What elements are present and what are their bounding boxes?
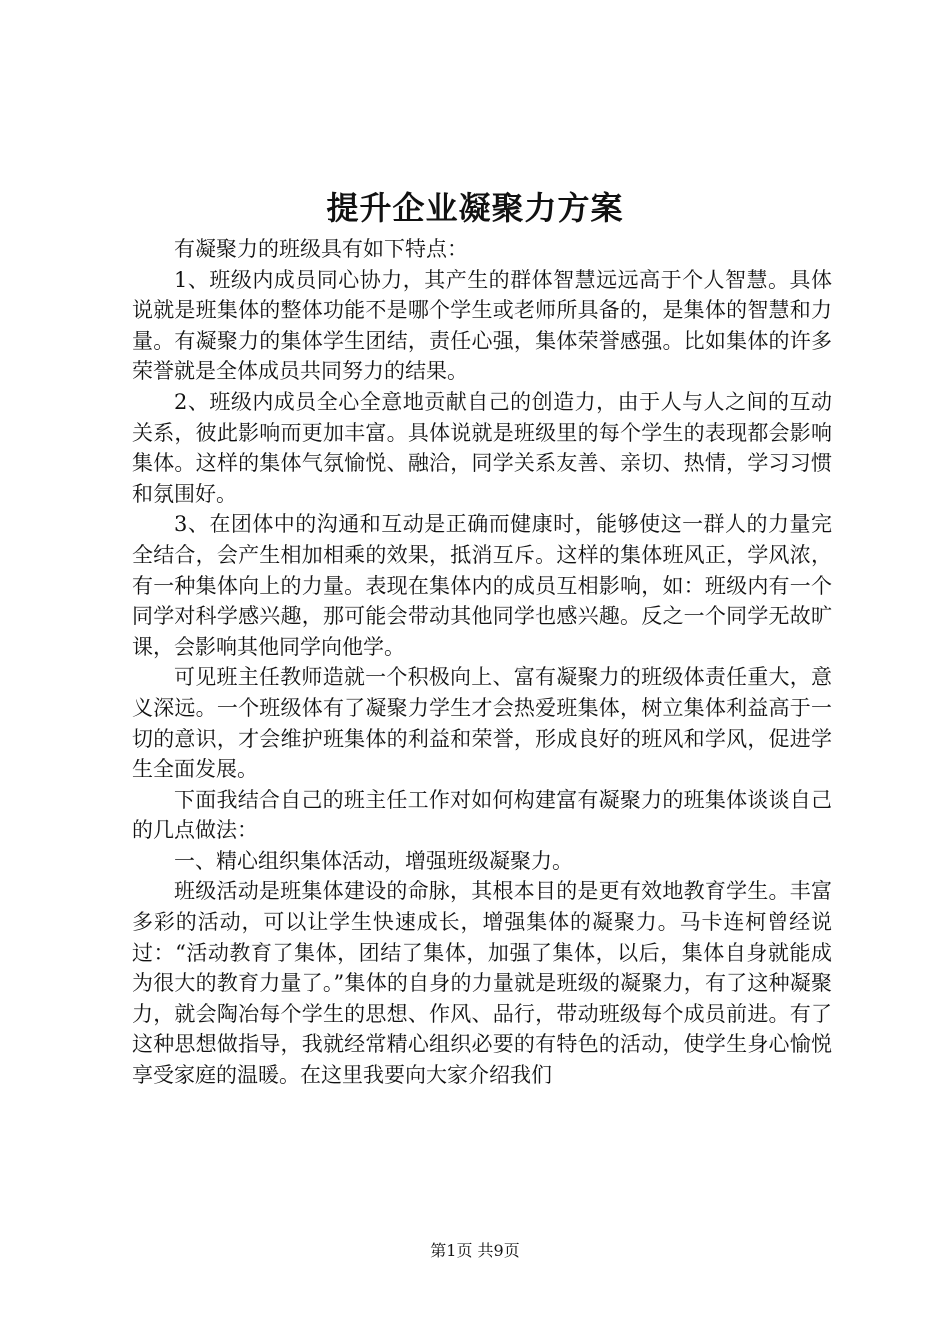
section-heading-1: 一、精心组织集体活动，增强班级凝聚力。 [174, 848, 573, 873]
paragraph-transition: 下面我结合自己的班主任工作对如何构建富有凝聚力的班集体谈谈自己的几点做法： [132, 787, 832, 843]
paragraph-section-1: 班级活动是班集体建设的命脉，其根本目的是更有效地教育学生。丰富多彩的活动，可以让学生快速成长，增强集体的凝聚力。马卡连柯曾经说过：“活动教育了集体，团结了集体，加强了集体，以后，集体自身就能成为很大的教育力量了。”集体的自身的力量就是班级的凝聚力，有了这种凝聚力，就会陶冶每个学生的思想、作风、品行，带动班级每个成员前进。有了这种思想做指导，我就经常精心组织必要的有特色的活动，使学生身心愉悦享受家庭的温暖。在这里我要向大家介绍我们 [132, 879, 832, 1088]
document-body [132, 234, 832, 1091]
paragraph-intro: 有凝聚力的班级具有如下特点： [174, 237, 468, 261]
paragraph-point-1: 1、班级内成员同心协力，其产生的群体智慧远远高于个人智慧。具体说就是班集体的整体功能不是哪个学生或老师所具备的，是集体的智慧和力量。有凝聚力的集体学生团结，责任心强，集体荣誉感强。比如集体的许多荣誉就是全体成员共同努力的结果。 [132, 267, 832, 384]
paragraph-point-2: 2、班级内成员全心全意地贡献自己的创造力，由于人与人之间的互动关系，彼此影响而更加丰富。具体说就是班级里的每个学生的表现都会影响集体。这样的集体气氛愉悦、融洽，同学关系友善、亲切、热情，学习习惯和氛围好。 [132, 389, 832, 506]
paragraph-point-3: 3、在团体中的沟通和互动是正确而健康时，能够使这一群人的力量完全结合，会产生相加相乘的效果，抵消互斥。这样的集体班风正，学风浓，有一种集体向上的力量。表现在集体内的成员互相影响，如：班级内有一个同学对科学感兴趣，那可能会带动其他同学也感兴趣。反之一个同学无故旷课，会影响其他同学向他学。 [132, 512, 832, 659]
paragraph-conclusion: 可见班主任教师造就一个积极向上、富有凝聚力的班级体责任重大，意义深远。一个班级体有了凝聚力学生才会热爱班集体，树立集体利益高于一切的意识，才会维护班集体的利益和荣誉，形成良好的班风和学风，促进学生全面发展。 [132, 665, 832, 782]
page-footer: 第1页 共9页 [430, 1241, 520, 1260]
document-title: 提升企业凝聚力方案 [326, 189, 624, 227]
